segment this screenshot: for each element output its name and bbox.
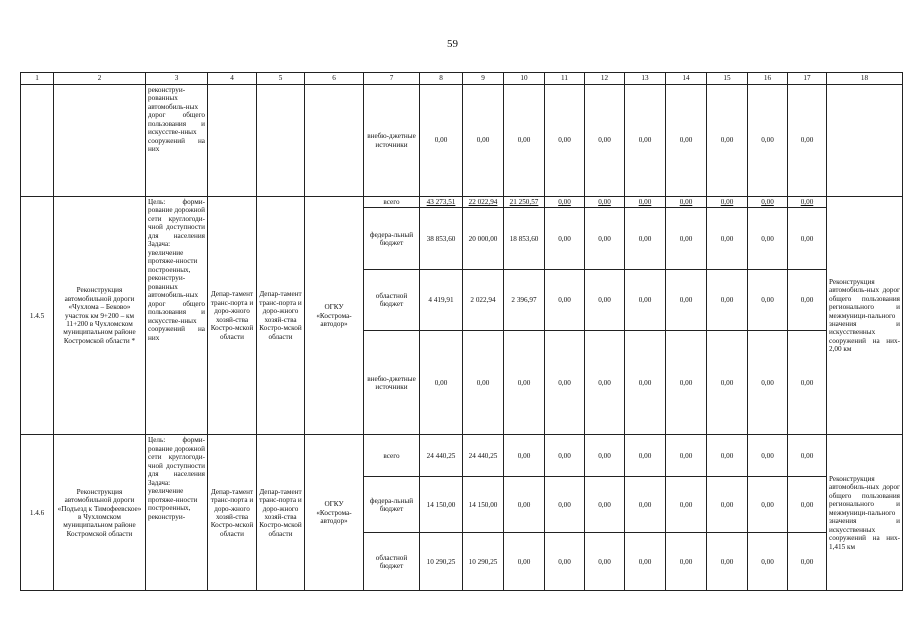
- value-cell: 0,00: [666, 85, 707, 197]
- funding-source: федера-льный бюджет: [364, 208, 420, 270]
- value-cell: 0,00: [504, 533, 545, 591]
- result-indicator: Реконструкция автомобиль-ных дорог общего пользования регионального и межмуници-пального значения и искусственных сооружений на них- 1,415 км: [827, 435, 903, 591]
- value-cell: 0,00: [625, 85, 666, 197]
- value-cell: 0,00: [666, 331, 707, 435]
- value-cell: 0,00: [585, 197, 625, 208]
- goal-continuation: реконструи-рованных автомобиль-ных дорог общего пользования и искусстве-нных сооружений на них: [146, 85, 208, 197]
- value-cell: 0,00: [788, 208, 827, 270]
- value-cell: 0,00: [545, 435, 585, 477]
- value-cell: 0,00: [545, 270, 585, 331]
- value-cell: 0,00: [666, 477, 707, 533]
- executor: Депар-тамент транс-порта и доро-жного хозяй-ства Костро-мской области: [257, 435, 305, 591]
- header-cell: 17: [788, 73, 827, 85]
- value-cell: 0,00: [666, 435, 707, 477]
- value-cell: 0,00: [666, 197, 707, 208]
- header-cell: 18: [827, 73, 903, 85]
- program-table: [20, 72, 903, 591]
- value-cell: 0,00: [788, 435, 827, 477]
- goal-task: Цель: форми-рование дорожной сети круглогоди-чной доступности для населения Задача: увеличение протяже-нности построенных, реконструи-: [146, 435, 208, 591]
- value-cell: 24 440,25: [420, 435, 463, 477]
- value-cell: 22 022,94: [463, 197, 504, 208]
- header-cell: 3: [146, 73, 208, 85]
- funding-source: областной бюджет: [364, 270, 420, 331]
- contractor: ОГКУ «Кострома-автодор»: [305, 197, 364, 435]
- header-cell: 14: [666, 73, 707, 85]
- value-cell: 0,00: [707, 197, 748, 208]
- header-cell: 16: [748, 73, 788, 85]
- value-cell: 0,00: [504, 477, 545, 533]
- value-cell: 0,00: [545, 85, 585, 197]
- value-cell: 0,00: [545, 533, 585, 591]
- value-cell: 0,00: [585, 435, 625, 477]
- value-cell: 0,00: [748, 208, 788, 270]
- value-cell: 0,00: [585, 85, 625, 197]
- header-cell: 11: [545, 73, 585, 85]
- value-cell: 10 290,25: [420, 533, 463, 591]
- value-cell: 0,00: [463, 331, 504, 435]
- value-cell: 24 440,25: [463, 435, 504, 477]
- value-cell: 38 853,60: [420, 208, 463, 270]
- funding-source: всего: [364, 435, 420, 477]
- value-cell: 0,00: [748, 533, 788, 591]
- value-cell: 0,00: [625, 197, 666, 208]
- value-cell: 0,00: [788, 197, 827, 208]
- result-indicator: Реконструкция автомобиль-ных дорог общего пользования регионального и межмуници-пального значения и искусственных сооружений на них- 2,00 км: [827, 197, 903, 435]
- header-cell: 2: [54, 73, 146, 85]
- header-cell: 5: [257, 73, 305, 85]
- value-cell: 0,00: [585, 208, 625, 270]
- header-cell: 7: [364, 73, 420, 85]
- object-name: Реконструкция автомобильной дороги «Чухлома – Беково» участок км 9+200 – км 11+200 в Чухломском муниципальном районе Костромской области *: [54, 197, 146, 435]
- header-cell: 8: [420, 73, 463, 85]
- funding-source: внебю-джетные источники: [364, 85, 420, 197]
- value-cell: 0,00: [420, 331, 463, 435]
- header-cell: 1: [21, 73, 54, 85]
- value-cell: 14 150,00: [463, 477, 504, 533]
- value-cell: 0,00: [585, 270, 625, 331]
- value-cell: 0,00: [625, 533, 666, 591]
- value-cell: 0,00: [585, 331, 625, 435]
- value-cell: 0,00: [707, 533, 748, 591]
- value-cell: 0,00: [666, 533, 707, 591]
- value-cell: 0,00: [545, 197, 585, 208]
- value-cell: 0,00: [707, 477, 748, 533]
- value-cell: 2 396,97: [504, 270, 545, 331]
- value-cell: 0,00: [545, 331, 585, 435]
- header-cell: 13: [625, 73, 666, 85]
- row-number: 1.4.6: [21, 435, 54, 591]
- value-cell: 2 022,94: [463, 270, 504, 331]
- value-cell: 0,00: [545, 208, 585, 270]
- header-cell: 6: [305, 73, 364, 85]
- value-cell: 0,00: [788, 270, 827, 331]
- value-cell: 0,00: [788, 85, 827, 197]
- value-cell: 0,00: [707, 435, 748, 477]
- funding-source: областной бюджет: [364, 533, 420, 591]
- value-cell: 0,00: [504, 435, 545, 477]
- value-cell: 0,00: [463, 85, 504, 197]
- value-cell: 0,00: [788, 533, 827, 591]
- value-cell: 0,00: [748, 477, 788, 533]
- value-cell: 0,00: [788, 477, 827, 533]
- value-cell: 0,00: [707, 208, 748, 270]
- page-number: 59: [447, 38, 458, 50]
- value-cell: 0,00: [788, 331, 827, 435]
- header-cell: 12: [585, 73, 625, 85]
- value-cell: 0,00: [625, 208, 666, 270]
- value-cell: 0,00: [748, 85, 788, 197]
- value-cell: 0,00: [420, 85, 463, 197]
- funding-source: федера-льный бюджет: [364, 477, 420, 533]
- row-number: 1.4.5: [21, 197, 54, 435]
- continuation-row: [21, 85, 903, 197]
- value-cell: 18 853,60: [504, 208, 545, 270]
- value-cell: 0,00: [625, 331, 666, 435]
- value-cell: 0,00: [545, 477, 585, 533]
- value-cell: 0,00: [625, 477, 666, 533]
- value-cell: 0,00: [504, 331, 545, 435]
- value-cell: 20 000,00: [463, 208, 504, 270]
- value-cell: 0,00: [585, 533, 625, 591]
- value-cell: 14 150,00: [420, 477, 463, 533]
- table-row: [21, 435, 903, 477]
- header-cell: 10: [504, 73, 545, 85]
- customer: Депар-тамент транс-порта и доро-жного хозяй-ства Костро-мской области: [208, 197, 257, 435]
- value-cell: 21 250,57: [504, 197, 545, 208]
- value-cell: 0,00: [707, 270, 748, 331]
- funding-source: всего: [364, 197, 420, 208]
- value-cell: 0,00: [625, 435, 666, 477]
- header-cell: 4: [208, 73, 257, 85]
- value-cell: 43 273,51: [420, 197, 463, 208]
- value-cell: 0,00: [625, 270, 666, 331]
- value-cell: 0,00: [707, 331, 748, 435]
- value-cell: 0,00: [748, 435, 788, 477]
- funding-source: внебю-джетные источники: [364, 331, 420, 435]
- table-row: [21, 197, 903, 208]
- executor: Депар-тамент транс-порта и доро-жного хозяй-ства Костро-мской области: [257, 197, 305, 435]
- object-name: Реконструкция автомобильной дороги «Подъезд к Тимофеевское» в Чухломском муниципальном районе Костромской области: [54, 435, 146, 591]
- value-cell: 0,00: [748, 270, 788, 331]
- value-cell: 0,00: [585, 477, 625, 533]
- header-row: [21, 73, 903, 85]
- value-cell: 4 419,91: [420, 270, 463, 331]
- value-cell: 0,00: [707, 85, 748, 197]
- header-cell: 15: [707, 73, 748, 85]
- value-cell: 0,00: [666, 270, 707, 331]
- goal-task: Цель: форми-рование дорожной сети круглогоди-чной доступности для населения Задача: увеличение протяже-нности построенных, реконструи-рованных автомобиль-ных дорог общего пользования и искусстве-нных сооружений на них: [146, 197, 208, 435]
- value-cell: 0,00: [504, 85, 545, 197]
- value-cell: 10 290,25: [463, 533, 504, 591]
- value-cell: 0,00: [748, 331, 788, 435]
- customer: Депар-тамент транс-порта и доро-жного хозяй-ства Костро-мской области: [208, 435, 257, 591]
- value-cell: 0,00: [666, 208, 707, 270]
- value-cell: 0,00: [748, 197, 788, 208]
- header-cell: 9: [463, 73, 504, 85]
- contractor: ОГКУ «Кострома-автодор»: [305, 435, 364, 591]
